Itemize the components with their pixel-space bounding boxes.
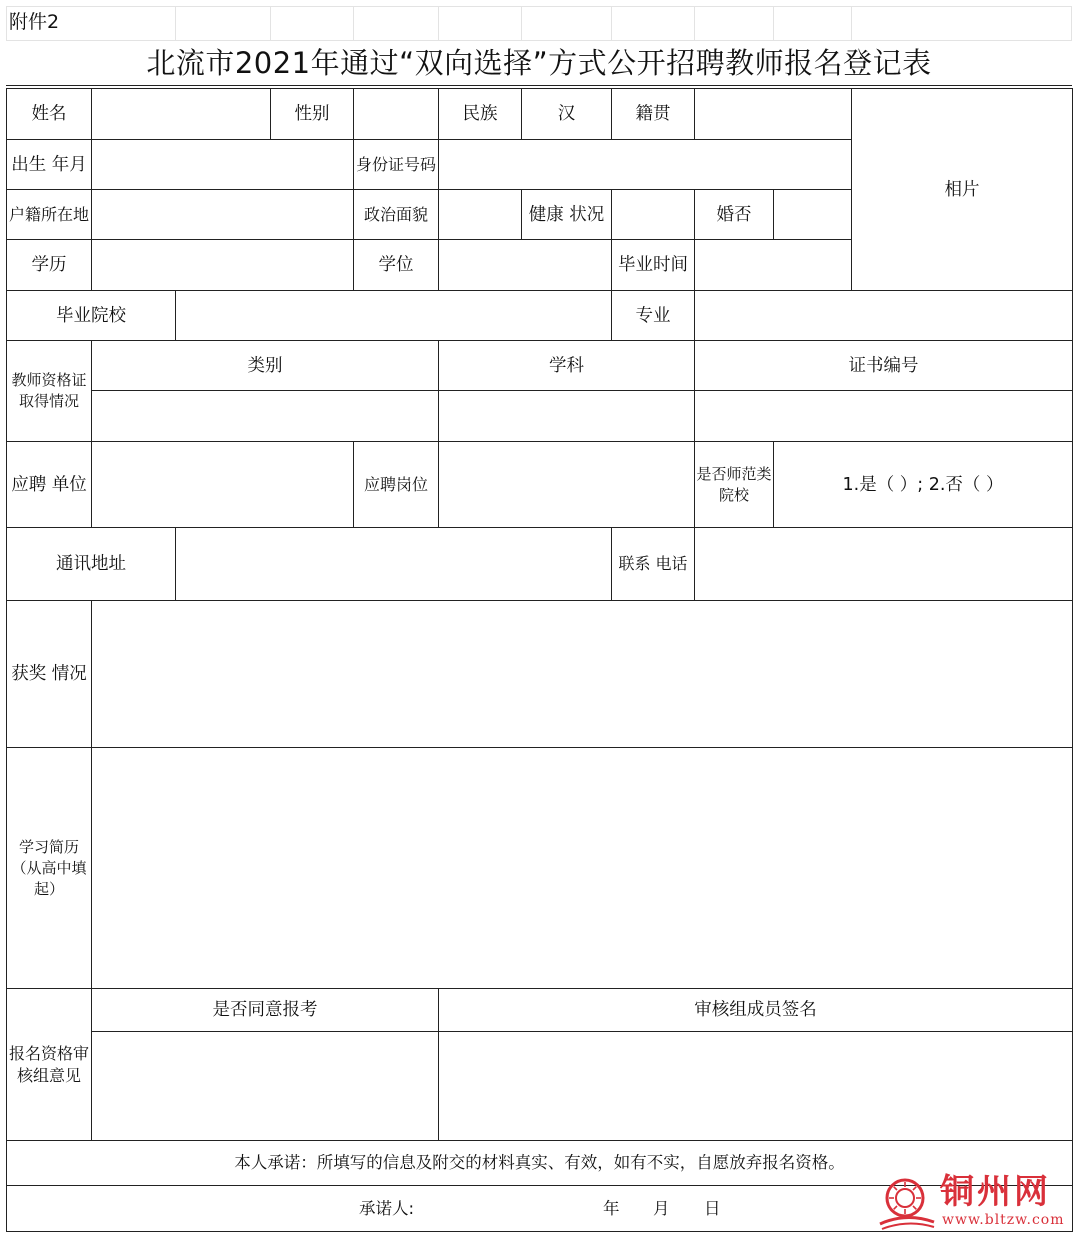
id-number-label: 身份证号码 <box>354 140 439 190</box>
birth-field[interactable] <box>92 140 354 190</box>
education-label: 学历 <box>7 240 92 291</box>
awards-label: 获奖 情况 <box>7 601 92 748</box>
sheet-grid-line <box>270 6 271 40</box>
education-field[interactable] <box>92 240 354 291</box>
grad-time-field[interactable] <box>695 240 852 291</box>
site-url: www.bltzw.com <box>942 1212 1065 1228</box>
normal-school-options[interactable]: 1.是（ ）; 2.否（ ） <box>774 442 1073 528</box>
ethnicity-value[interactable]: 汉 <box>522 89 612 140</box>
native-place-label: 籍贯 <box>612 89 695 140</box>
agree-field[interactable] <box>92 1032 439 1141</box>
sheet-grid-line <box>6 6 7 40</box>
degree-field[interactable] <box>439 240 612 291</box>
table-row <box>7 528 1073 601</box>
degree-label: 学位 <box>354 240 439 291</box>
sheet-grid-line <box>353 6 354 40</box>
resume-field[interactable] <box>92 748 1073 989</box>
apply-unit-field[interactable] <box>92 442 354 528</box>
table-row <box>7 391 1073 442</box>
cert-number-header: 证书编号 <box>695 341 1073 391</box>
cert-subject-field[interactable] <box>439 391 695 442</box>
awards-field[interactable] <box>92 601 1073 748</box>
sheet-grid-line <box>175 6 176 40</box>
native-place-field[interactable] <box>695 89 852 140</box>
cert-number-field[interactable] <box>695 391 1073 442</box>
health-field[interactable] <box>612 190 695 240</box>
marital-field[interactable] <box>774 190 852 240</box>
school-label: 毕业院校 <box>7 291 176 341</box>
birth-label: 出生 年月 <box>7 140 92 190</box>
sheet-grid-line <box>6 6 1072 7</box>
grad-time-label: 毕业时间 <box>612 240 695 291</box>
major-label: 专业 <box>612 291 695 341</box>
gender-label: 性别 <box>271 89 354 140</box>
table-row <box>7 341 1073 391</box>
normal-school-label: 是否师范类院校 <box>695 442 774 528</box>
resume-label: 学习简历（从高中填起） <box>7 748 92 989</box>
cert-section-label: 教师资格证取得情况 <box>7 341 92 442</box>
name-label: 姓名 <box>7 89 92 140</box>
cert-category-field[interactable] <box>92 391 439 442</box>
sheet-grid-line <box>694 6 695 40</box>
attachment-label: 附件2 <box>9 11 60 33</box>
id-number-field[interactable] <box>439 140 852 190</box>
apply-post-label: 应聘岗位 <box>354 442 439 528</box>
date-month-label: 月 <box>653 1198 670 1218</box>
table-row <box>7 291 1073 341</box>
major-field[interactable] <box>695 291 1073 341</box>
sheet-grid-line <box>438 6 439 40</box>
review-sign-field[interactable] <box>439 1032 1073 1141</box>
table-row <box>7 989 1073 1032</box>
school-field[interactable] <box>176 291 612 341</box>
photo-cell[interactable]: 相片 <box>852 89 1073 291</box>
seal-logo-icon <box>878 1174 936 1230</box>
review-sign-header: 审核组成员签名 <box>439 989 1073 1032</box>
cert-category-header: 类别 <box>92 341 439 391</box>
registration-table <box>6 88 1073 1232</box>
sheet-grid-line <box>773 6 774 40</box>
apply-unit-label: 应聘 单位 <box>7 442 92 528</box>
household-field[interactable] <box>92 190 354 240</box>
site-name: 铜州网 <box>940 1172 1051 1212</box>
health-label: 健康 状况 <box>522 190 612 240</box>
name-field[interactable] <box>92 89 271 140</box>
marital-label: 婚否 <box>695 190 774 240</box>
political-field[interactable] <box>439 190 522 240</box>
sheet-grid-line <box>521 6 522 40</box>
form-title: 北流市2021年通过“双向选择”方式公开招聘教师报名登记表 <box>6 40 1072 86</box>
review-section-label: 报名资格审核组意见 <box>7 989 92 1141</box>
address-label: 通讯地址 <box>7 528 176 601</box>
promise-statement: 本人承诺：所填写的信息及附交的材料真实、有效，如有不实，自愿放弃报名资格。 <box>7 1141 1073 1186</box>
apply-post-field[interactable] <box>439 442 695 528</box>
political-label: 政治面貌 <box>354 190 439 240</box>
date-day-label: 日 <box>704 1198 721 1218</box>
signature-label: 承诺人: <box>359 1198 415 1218</box>
cert-subject-header: 学科 <box>439 341 695 391</box>
phone-field[interactable] <box>695 528 1073 601</box>
household-label: 户籍所在地 <box>7 190 92 240</box>
agree-header: 是否同意报考 <box>92 989 439 1032</box>
table-row <box>7 601 1073 748</box>
site-watermark <box>876 1170 1070 1232</box>
sheet-grid-line <box>611 6 612 40</box>
phone-label: 联系 电话 <box>612 528 695 601</box>
date-year-label: 年 <box>603 1198 620 1218</box>
table-row <box>7 748 1073 989</box>
table-row <box>7 89 1073 140</box>
ethnicity-label: 民族 <box>439 89 522 140</box>
sheet-grid-line <box>1071 6 1072 40</box>
sheet-grid-line <box>851 6 852 40</box>
address-field[interactable] <box>176 528 612 601</box>
table-row <box>7 442 1073 528</box>
gender-field[interactable] <box>354 89 439 140</box>
table-row <box>7 1032 1073 1141</box>
